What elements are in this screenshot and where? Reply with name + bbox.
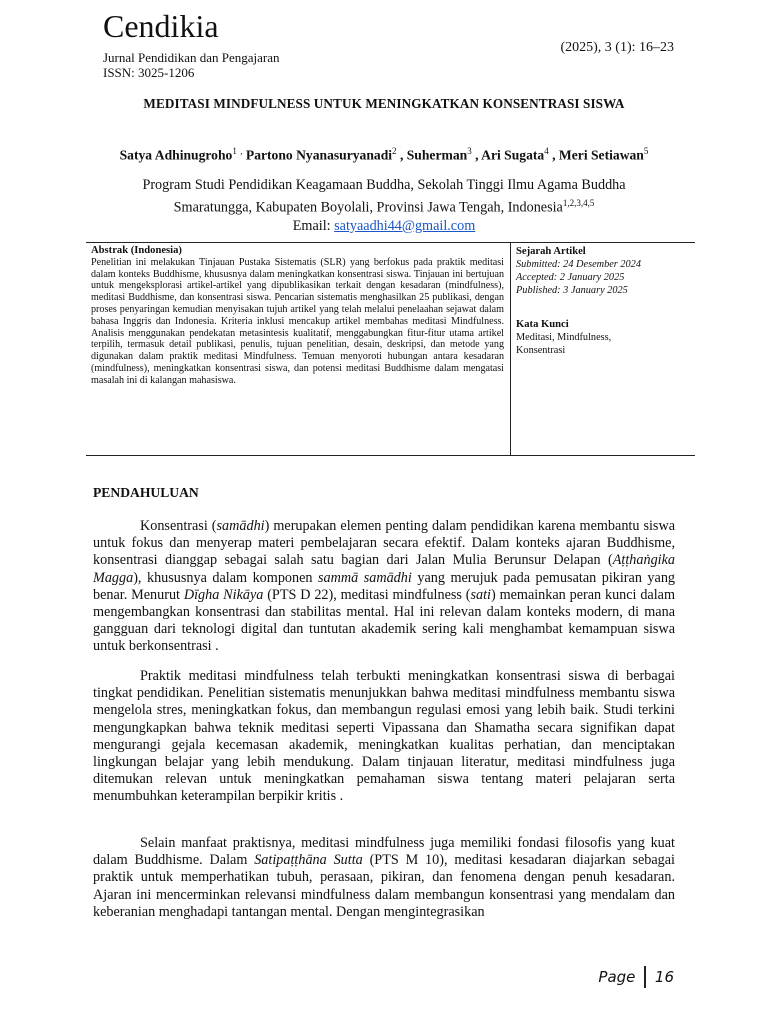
author-sup: 5 — [643, 146, 649, 156]
email-line — [100, 217, 668, 235]
author-sup: 1 — [232, 146, 237, 156]
keywords-heading: Kata Kunci — [516, 319, 569, 330]
article-title: MEDITASI MINDFULNESS UNTUK MENINGKATKAN KONSENTRASI SISWA — [143, 96, 625, 111]
history-accepted: Accepted: 2 January 2025 — [516, 272, 625, 283]
journal-name: Cendikia — [103, 8, 219, 44]
page-footer — [598, 966, 674, 988]
author-name: Satya Adhinugroho — [119, 147, 233, 163]
history-submitted: Submitted: 24 Desember 2024 — [516, 259, 641, 270]
paragraph-1: Konsentrasi (samādhi) merupakan elemen penting dalam pendidikan karena membantu siswa untuk fokus dan menyerap materi pembelajaran secara efektif. Dalam konteks ajaran Buddhisme, konsentrasi dianggap sebagai salah satu bagian dari Jalan Mulia Berunsur Delapan (Aṭṭhaṅgika Magga), khususnya dalam komponen sammā samādhi yang merujuk pada pemusatan pikiran yang benar. Menurut Dīgha Nikāya (PTS D 22), meditasi mindfulness (sati) memainkan peran kunci dalam mengembangkan konsentrasi dan stabilitas mental. Hal ini relevan dalam konteks modern, di mana gangguan dari teknologi digital dan tuntutan akademik sering kali menghambat kemampuan siswa untuk berkonsentrasi . — [93, 518, 676, 655]
affiliation-line-1: Program Studi Pendidikan Keagamaan Buddha, Sekolah Tinggi Ilmu Agama Buddha — [142, 177, 626, 193]
abstract-text: Penelitian ini melakukan Tinjauan Pustaka Sistematis (SLR) yang berfokus pada praktik meditasi dalam konteks Buddhisme, khususnya dalam meningkatkan konsentrasi siswa. Tinjauan ini bertujuan untuk mengeksplorasi artikel-artikel yang dipublikasikan terkait dengan kesadaran (mindfulness), meditasi Buddhisme, dan konsentrasi siswa. Pencarian sistematis menghasilkan 25 publikasi, dengan proses penyaringan kemudian menyisakan tujuh artikel yang telah melalui penelaahan sejawat dalam bahasa Inggris dan Indonesia. Kriteria inklusi mencakup artikel membahas meditasi Mindfulness. Analisis menggunakan pendekatan metasintesis kualitatif, menggabungkan fitur-fitur utama artikel terpilih, termasuk detail publikasi, penulis, tujuan penelitian, desain, deskripsi, dan metode yang digunakan dalam praktik meditasi Mindfulness. Temuan menyoroti hubungan antara kesadaran (mindfulness), meningkatkan konsentrasi siswa, dan potensi meditasi Buddhisme dalam mengatasi masalah ini di kalangan mahasiswa. — [91, 256, 504, 386]
journal-subtitle: Jurnal Pendidikan dan Pengajaran — [103, 50, 280, 65]
paragraph-2: Praktik meditasi mindfulness telah terbukti meningkatkan konsentrasi siswa di berbagai tingkat pendidikan. Penelitian sistematis menunjukkan bahwa meditasi mindfulness membantu siswa mengelola stres, meningkatkan fokus, dan membangun regulasi emosi yang lebih baik. Studi terkini mengungkapkan bahwa teknik meditasi seperti Vipassana dan Shamatha secara signifikan dapat mengurangi gejala kecemasan akademik, meningkatkan kualitas perhatian, dan menciptakan lingkungan belajar yang lebih mendukung. Dalam tinjauan literatur, meditasi mindfulness juga ditemukan relevan untuk meningkatkan pemahaman siswa tentang materi pelajaran serta menumbuhkan keterampilan berpikir kritis . — [93, 668, 675, 805]
journal-subtitle-block — [103, 50, 280, 80]
author-name: Partono Nyanasuryanadi — [245, 147, 393, 163]
keywords-line-2: Konsentrasi — [516, 345, 566, 356]
journal-issn: ISSN: 3025-1206 — [103, 65, 195, 80]
paragraph-3: Selain manfaat praktisnya, meditasi mindfulness juga memiliki fondasi filosofis yang kuat dalam Buddhisme. Dalam Satipaṭṭhāna Sutta (PTS M 10), meditasi kesadaran diajarkan sebagai praktik untuk memperhatikan tubuh, perasaan, pikiran, dan fenomena dengan penuh kesadaran. Ajaran ini mencerminkan relevansi mindfulness dalam membangun konsentrasi yang mendalam dan keberanian menghadapi tantangan mental. Dengan mengintegrasikan — [93, 835, 675, 920]
abstract-column — [91, 245, 504, 387]
author-sup: 2 — [392, 146, 397, 156]
abstract-divider — [510, 243, 511, 455]
author-sup: 4 — [544, 146, 549, 156]
abstract-box — [86, 242, 695, 456]
history-heading: Sejarah Artikel — [516, 246, 586, 257]
abstract-heading: Abstrak (Indonesia) — [91, 245, 182, 256]
keywords-line-1: Meditasi, Mindfulness, — [516, 332, 612, 343]
author-sup: 3 — [467, 146, 472, 156]
email-label: Email: — [292, 217, 331, 234]
affiliation — [100, 176, 668, 235]
journal-issue: (2025), 3 (1): 16–23 — [560, 40, 674, 55]
history-published: Published: 3 January 2025 — [516, 285, 628, 296]
author-list: Satya Adhinugroho$^1$ , Partono Nyanasuryanadi$^2$ , Suherman$^3$ , Ari Sugata$^4$ , Meri Setiawan$^5$ — [119, 146, 649, 163]
affiliation-line-2: Smaratungga, Kabupaten Boyolali, Provinsi Jawa Tengah, Indonesia — [173, 199, 563, 216]
section-heading: PENDAHULUAN — [93, 485, 199, 500]
page-separator — [644, 966, 646, 988]
page-label: Page — [598, 968, 636, 986]
affiliation-line-2-wrap — [100, 194, 668, 217]
email-link[interactable]: satyaadhi44@gmail.com — [334, 217, 476, 234]
author-name: Meri Setiawan — [558, 147, 644, 163]
article-info-column — [516, 245, 694, 357]
page-number: 16 — [654, 968, 674, 986]
author-name: Suherman — [406, 147, 468, 163]
author-name: Ari Sugata — [481, 147, 545, 163]
affiliation-sup: 1,2,3,4,5 — [562, 198, 595, 208]
